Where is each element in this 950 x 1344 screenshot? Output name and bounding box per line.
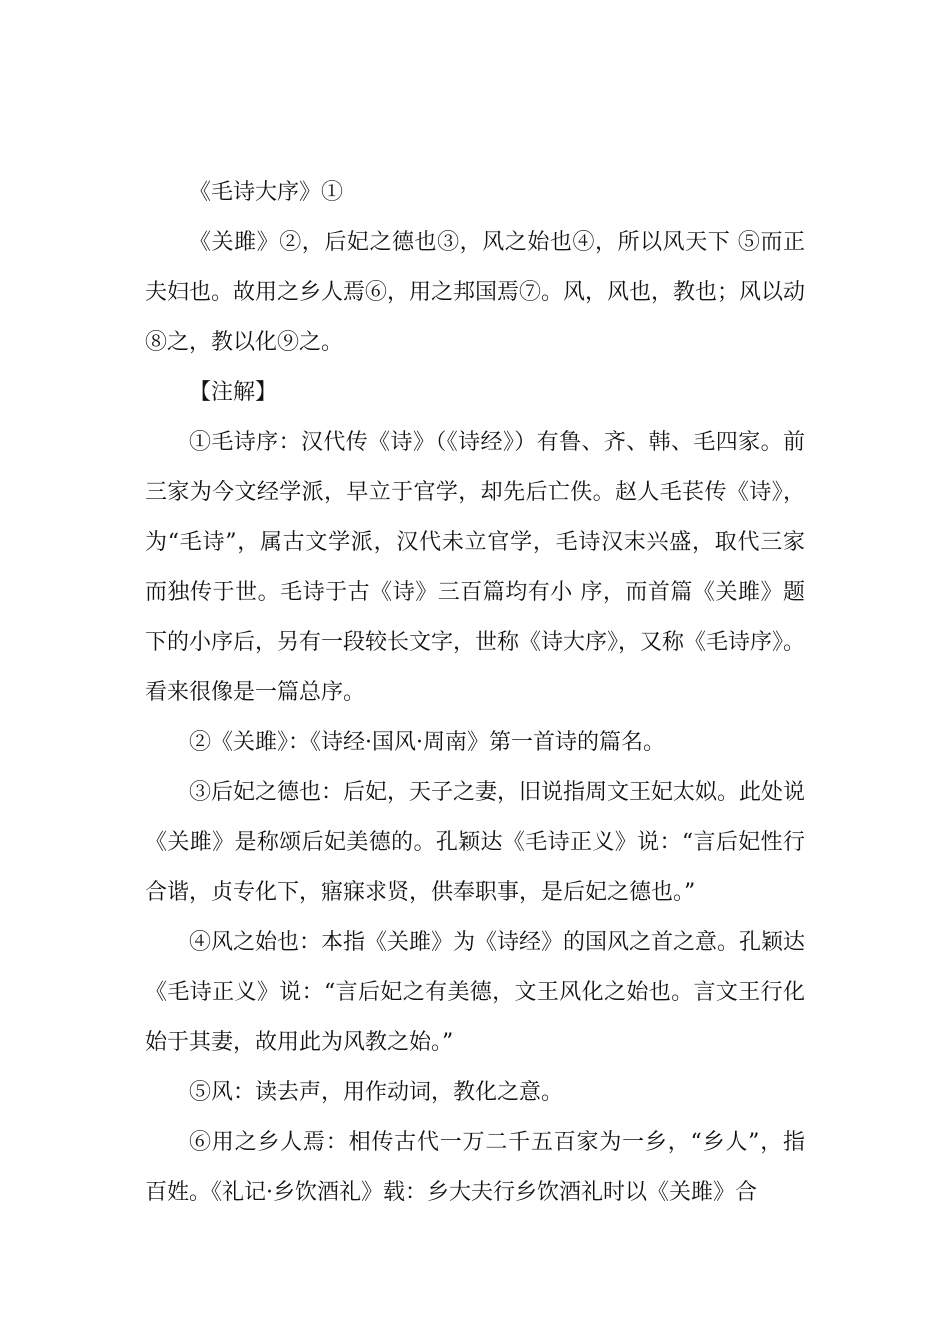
note-1: ①毛诗序：汉代传《诗》（《诗经》）有鲁、齐、韩、毛四家。前三家为今文经学派，早立于官学，却先后亡佚。赵人毛苌传《诗》，为“毛诗”，属古文学派，汉代未立官学，毛诗汉末兴盛，取代三家而独传于世。毛诗于古《诗》三百篇均有小 序，而首篇《关雎》题下的小序后，另有一段较长文字，世称《诗大序》，又称《毛诗序》。看来很像是一篇总序。 (145, 430, 806, 705)
note-3: ③后妃之德也：后妃，天子之妻，旧说指周文王妃太姒。此处说《关雎》是称颂后妃美德的。孔颖达《毛诗正义》说：“言后妃性行合谐，贞专化下，寤寐求贤，供奉职事，是后妃之德也。” (145, 780, 806, 905)
main-text: 《关雎》②，后妃之德也③，风之始也④，所以风天下 ⑤而正夫妇也。故用之乡人焉⑥，用之邦国焉⑦。风，风也，教也；风以动⑧之，教以化⑨之。 (145, 230, 806, 355)
document-title: 《毛诗大序》① (189, 180, 344, 205)
note-4: ④风之始也：本指《关雎》为《诗经》的国风之首之意。孔颖达《毛诗正义》说：“言后妃之有美德，文王风化之始也。言文王行化始于其妻，故用此为风教之始。” (145, 930, 806, 1055)
note-2: ②《关雎》：《诗经·国风·周南》第一首诗的篇名。 (189, 730, 665, 755)
notes-heading: 【注解】 (189, 380, 278, 405)
document-body (145, 168, 805, 1218)
note-6: ⑥用之乡人焉：相传古代一万二千五百家为一乡，“乡人”，指百姓。《礼记·乡饮酒礼》载：乡大夫行乡饮酒礼时以《关雎》合 (145, 1130, 805, 1205)
note-5: ⑤风：读去声，用作动词，教化之意。 (189, 1080, 564, 1105)
